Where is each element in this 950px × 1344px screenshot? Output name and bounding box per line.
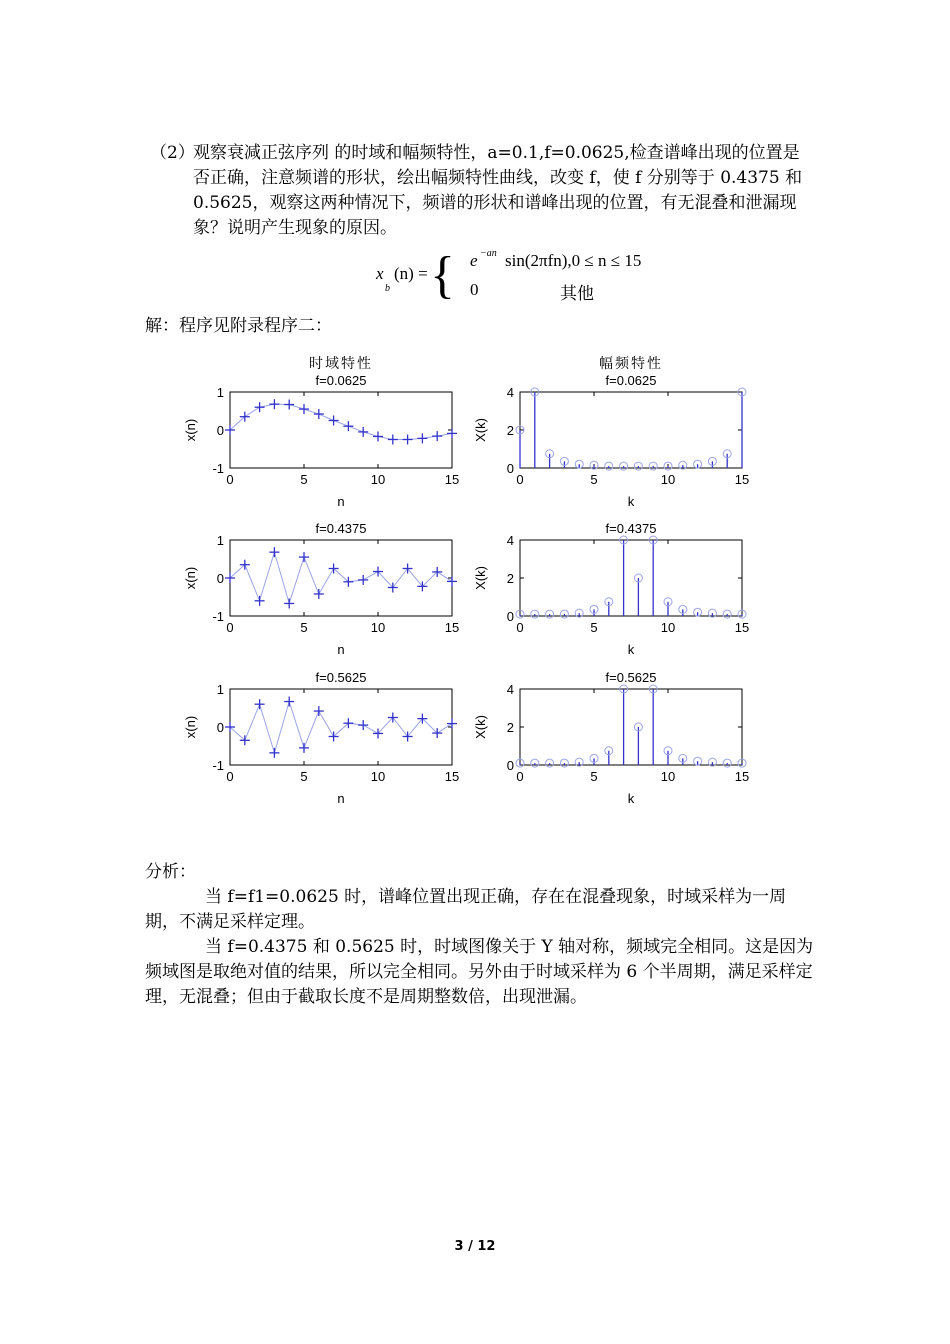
chart1-ytick-label: 0 bbox=[216, 423, 224, 438]
chart4-title: f=0.4375 bbox=[605, 521, 657, 536]
chart3-ytick-label: 0 bbox=[216, 571, 224, 586]
chart1-xtick-label: 10 bbox=[370, 472, 386, 487]
chart6-xlabel: k bbox=[627, 791, 635, 806]
formula-x: x bbox=[376, 264, 384, 283]
formula-case1: sin(2πfn),0 ≤ n ≤ 15 bbox=[505, 251, 642, 270]
chart2-xtick-label: 10 bbox=[660, 472, 676, 487]
chart1-axes-box bbox=[230, 392, 452, 468]
chart5-xlabel: n bbox=[337, 791, 345, 806]
chart2-ylabel: X(k) bbox=[473, 418, 488, 442]
chart5-axes-box bbox=[230, 689, 452, 765]
formula-brace: { bbox=[430, 247, 455, 304]
chart5-xtick-label: 5 bbox=[300, 769, 308, 784]
chart6-title: f=0.5625 bbox=[605, 670, 657, 685]
formula bbox=[370, 248, 670, 306]
chart2-ytick-label: 0 bbox=[506, 461, 514, 476]
chart3-xlabel: n bbox=[337, 642, 345, 657]
solution-text: 解：程序见附录程序二： bbox=[145, 316, 332, 336]
chart6-marker bbox=[560, 759, 568, 767]
page-number: 3 / 12 bbox=[454, 1239, 496, 1254]
chart4-xlabel: k bbox=[627, 642, 635, 657]
chart5-xtick-label: 10 bbox=[370, 769, 386, 784]
chart6-ytick-label: 0 bbox=[506, 758, 514, 773]
chart4-ytick-label: 2 bbox=[506, 571, 514, 586]
formula-sub: b bbox=[385, 283, 390, 294]
chart6-axes-box bbox=[520, 689, 742, 765]
chart6-xtick-label: 0 bbox=[516, 769, 524, 784]
chart1-xlabel: n bbox=[337, 494, 345, 509]
chart4-xtick-label: 5 bbox=[590, 620, 598, 635]
chart5-ytick-label: 0 bbox=[216, 720, 224, 735]
formula-lhs-arg: (n) = bbox=[394, 264, 428, 283]
chart5-xtick-label: 15 bbox=[444, 769, 460, 784]
chart4-marker bbox=[531, 610, 539, 618]
chart3-xtick-label: 5 bbox=[300, 620, 308, 635]
chart4-marker bbox=[560, 610, 568, 618]
chart4-marker bbox=[546, 610, 554, 618]
chart5-series-line bbox=[230, 702, 452, 753]
chart1-xtick-label: 5 bbox=[300, 472, 308, 487]
chart3-series-line bbox=[230, 552, 452, 603]
chart4-ylabel: X(k) bbox=[473, 566, 488, 590]
chart1-title: f=0.0625 bbox=[315, 373, 367, 388]
chart6-ylabel: X(k) bbox=[473, 715, 488, 739]
chart6-ytick-label: 4 bbox=[506, 682, 514, 697]
question-text: 观察衰减正弦序列 的时域和幅频特性，a=0.1,f=0.0625,检查谱峰出现的位置是否正确，注意频谱的形状，绘出幅频特性曲线，改变 f，使 f 分别等于 0.4375 和 0.5625，观察这两种情况下，频谱的形状和谱峰出现的位置，有无混叠和泄漏现象？说明产生现象的原因。 bbox=[193, 143, 803, 238]
chart6-marker bbox=[546, 759, 554, 767]
analysis-paragraph-2: 当 f=0.4375 和 0.5625 时，时域图像关于 Y 轴对称，频域完全相同。这是因为频域图是取绝对值的结果，所以完全相同。另外由于时域采样为 6 个半周期，满足采样定理，无混叠；但由于截取长度不是周期整数倍，出现泄漏。 bbox=[145, 937, 814, 1007]
chart1-xtick-label: 0 bbox=[226, 472, 234, 487]
chart3-ytick-label: -1 bbox=[212, 609, 224, 624]
chart4-xtick-label: 0 bbox=[516, 620, 524, 635]
chart2-title: f=0.0625 bbox=[605, 373, 657, 388]
analysis-paragraph-1: 当 f=f1=0.0625 时，谱峰位置出现正确，存在在混叠现象，时域采样为一周期，不满足采样定理。 bbox=[145, 887, 787, 932]
chart3-title: f=0.4375 bbox=[315, 521, 367, 536]
chart2-xlabel: k bbox=[627, 494, 635, 509]
chart3-xtick-label: 10 bbox=[370, 620, 386, 635]
figure bbox=[170, 342, 780, 816]
chart1-series-line bbox=[230, 404, 452, 439]
chart2-xtick-label: 5 bbox=[590, 472, 598, 487]
formula-case2-cond: 其他 bbox=[560, 284, 594, 304]
chart6-xtick-label: 15 bbox=[734, 769, 750, 784]
chart2-header: 幅频特性 bbox=[599, 355, 663, 371]
chart6-xtick-label: 10 bbox=[660, 769, 676, 784]
analysis-label: 分析： bbox=[145, 862, 196, 882]
chart1-ytick-label: 1 bbox=[216, 385, 224, 400]
chart5-ytick-label: -1 bbox=[212, 758, 224, 773]
chart3-ytick-label: 1 bbox=[216, 533, 224, 548]
formula-e: e bbox=[470, 251, 478, 270]
chart5-ytick-label: 1 bbox=[216, 682, 224, 697]
chart4-axes-box bbox=[520, 540, 742, 616]
formula-case2-value: 0 bbox=[470, 280, 479, 299]
chart4-ytick-label: 0 bbox=[506, 609, 514, 624]
chart2-ytick-label: 4 bbox=[506, 385, 514, 400]
chart3-xtick-label: 0 bbox=[226, 620, 234, 635]
chart2-ytick-label: 2 bbox=[506, 423, 514, 438]
chart1-ytick-label: -1 bbox=[212, 461, 224, 476]
chart4-xtick-label: 15 bbox=[734, 620, 750, 635]
chart3-ylabel: x(n) bbox=[183, 566, 198, 590]
chart3-xtick-label: 15 bbox=[444, 620, 460, 635]
chart1-ylabel: x(n) bbox=[183, 418, 198, 442]
formula-exp: −an bbox=[480, 248, 497, 259]
chart4-marker bbox=[723, 610, 731, 618]
chart6-marker bbox=[723, 759, 731, 767]
chart4-ytick-label: 4 bbox=[506, 533, 514, 548]
chart5-title: f=0.5625 bbox=[315, 670, 367, 685]
chart2-axes-box bbox=[520, 392, 742, 468]
question-number: （2） bbox=[150, 143, 195, 163]
chart5-ylabel: x(n) bbox=[183, 715, 198, 739]
chart6-marker bbox=[531, 759, 539, 767]
chart2-xtick-label: 0 bbox=[516, 472, 524, 487]
chart5-xtick-label: 0 bbox=[226, 769, 234, 784]
chart6-ytick-label: 2 bbox=[506, 720, 514, 735]
chart1-xtick-label: 15 bbox=[444, 472, 460, 487]
chart-svg bbox=[170, 342, 780, 812]
chart4-xtick-label: 10 bbox=[660, 620, 676, 635]
chart2-xtick-label: 15 bbox=[734, 472, 750, 487]
chart1-header: 时域特性 bbox=[309, 355, 373, 371]
chart6-xtick-label: 5 bbox=[590, 769, 598, 784]
chart3-axes-box bbox=[230, 540, 452, 616]
